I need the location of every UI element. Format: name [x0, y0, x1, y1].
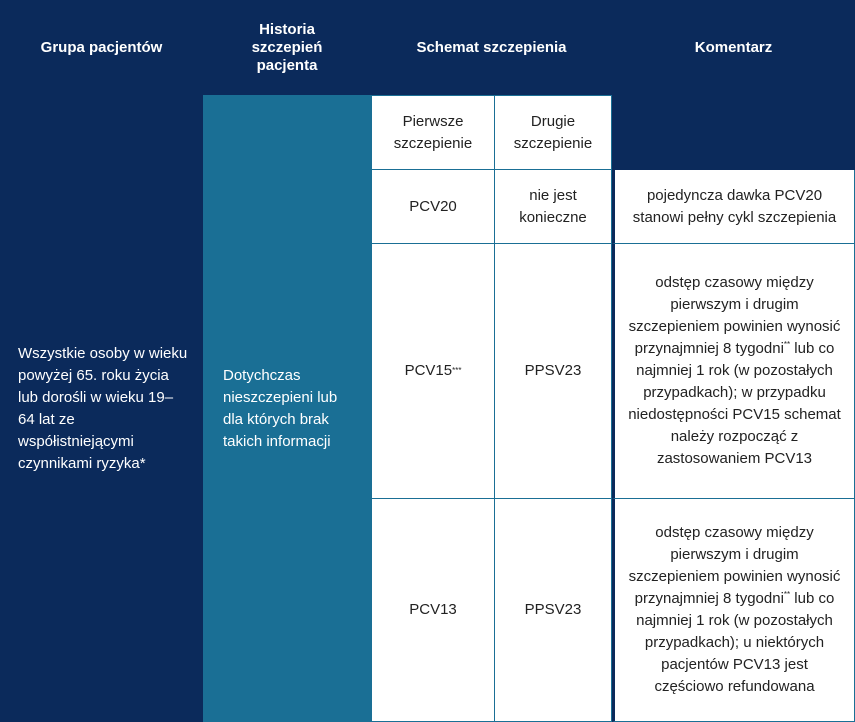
row3-first-text: PCV13	[409, 601, 457, 618]
row1-second: nie jest konieczne	[494, 170, 612, 244]
subheader-first-vaccination: Pierwsze szczepienie	[371, 95, 494, 170]
row3-second: PPSV23	[494, 499, 612, 722]
row2-second: PPSV23	[494, 244, 612, 499]
header-comment: Komentarz	[612, 0, 855, 95]
row2-first-text: PCV15	[404, 362, 453, 379]
header-schedule: Schemat szczepienia	[371, 0, 612, 95]
comment-header-filler	[612, 95, 855, 170]
row1-first-text: PCV20	[409, 197, 457, 215]
row3-comment-footnote: **	[783, 590, 791, 599]
row3-comment-text	[625, 522, 844, 698]
row2-comment-part1: odstęp czasowy między pierwszym i drugim szczepieniem powinien wynosić przynajmniej 8 tygodni	[628, 274, 841, 357]
row3-comment	[612, 499, 855, 722]
row1-first	[371, 170, 494, 244]
header-history: Historia szczepień pacjenta	[203, 0, 371, 95]
header-group: Grupa pacjentów	[0, 0, 203, 95]
vaccination-history-cell: Dotychczas nieszczepieni lub dla których brak takich informacji	[203, 95, 371, 722]
row2-first: PCV15 ***	[371, 244, 494, 499]
row2-comment	[612, 244, 855, 499]
row1-comment: pojedyncza dawka PCV20 stanowi pełny cykl szczepienia	[612, 170, 855, 244]
row3-first	[371, 499, 494, 722]
subheader-second-vaccination: Drugie szczepienie	[494, 95, 612, 170]
row2-comment-text	[625, 272, 844, 470]
row2-comment-footnote: **	[783, 340, 791, 349]
row2-comment-part2: lub co najmniej 1 rok (w pozostałych przypadkach); w przypadku niedostępności PCV15 schemat należy rozpocząć z zastosowaniem PCV13	[628, 340, 841, 467]
row3-comment-part2: lub co najmniej 1 rok (w pozostałych przypadkach); u niektórych pacjentów PCV13 jest częściowo refundowana	[636, 590, 835, 695]
row3-comment-part1: odstęp czasowy między pierwszym i drugim szczepieniem powinien wynosić przynajmniej 8 tygodni	[628, 524, 841, 607]
patient-group-cell: Wszystkie osoby w wieku powyżej 65. roku życia lub dorośli w wieku 19–64 lat ze współistniejącymi czynnikami ryzyka*	[0, 95, 203, 722]
